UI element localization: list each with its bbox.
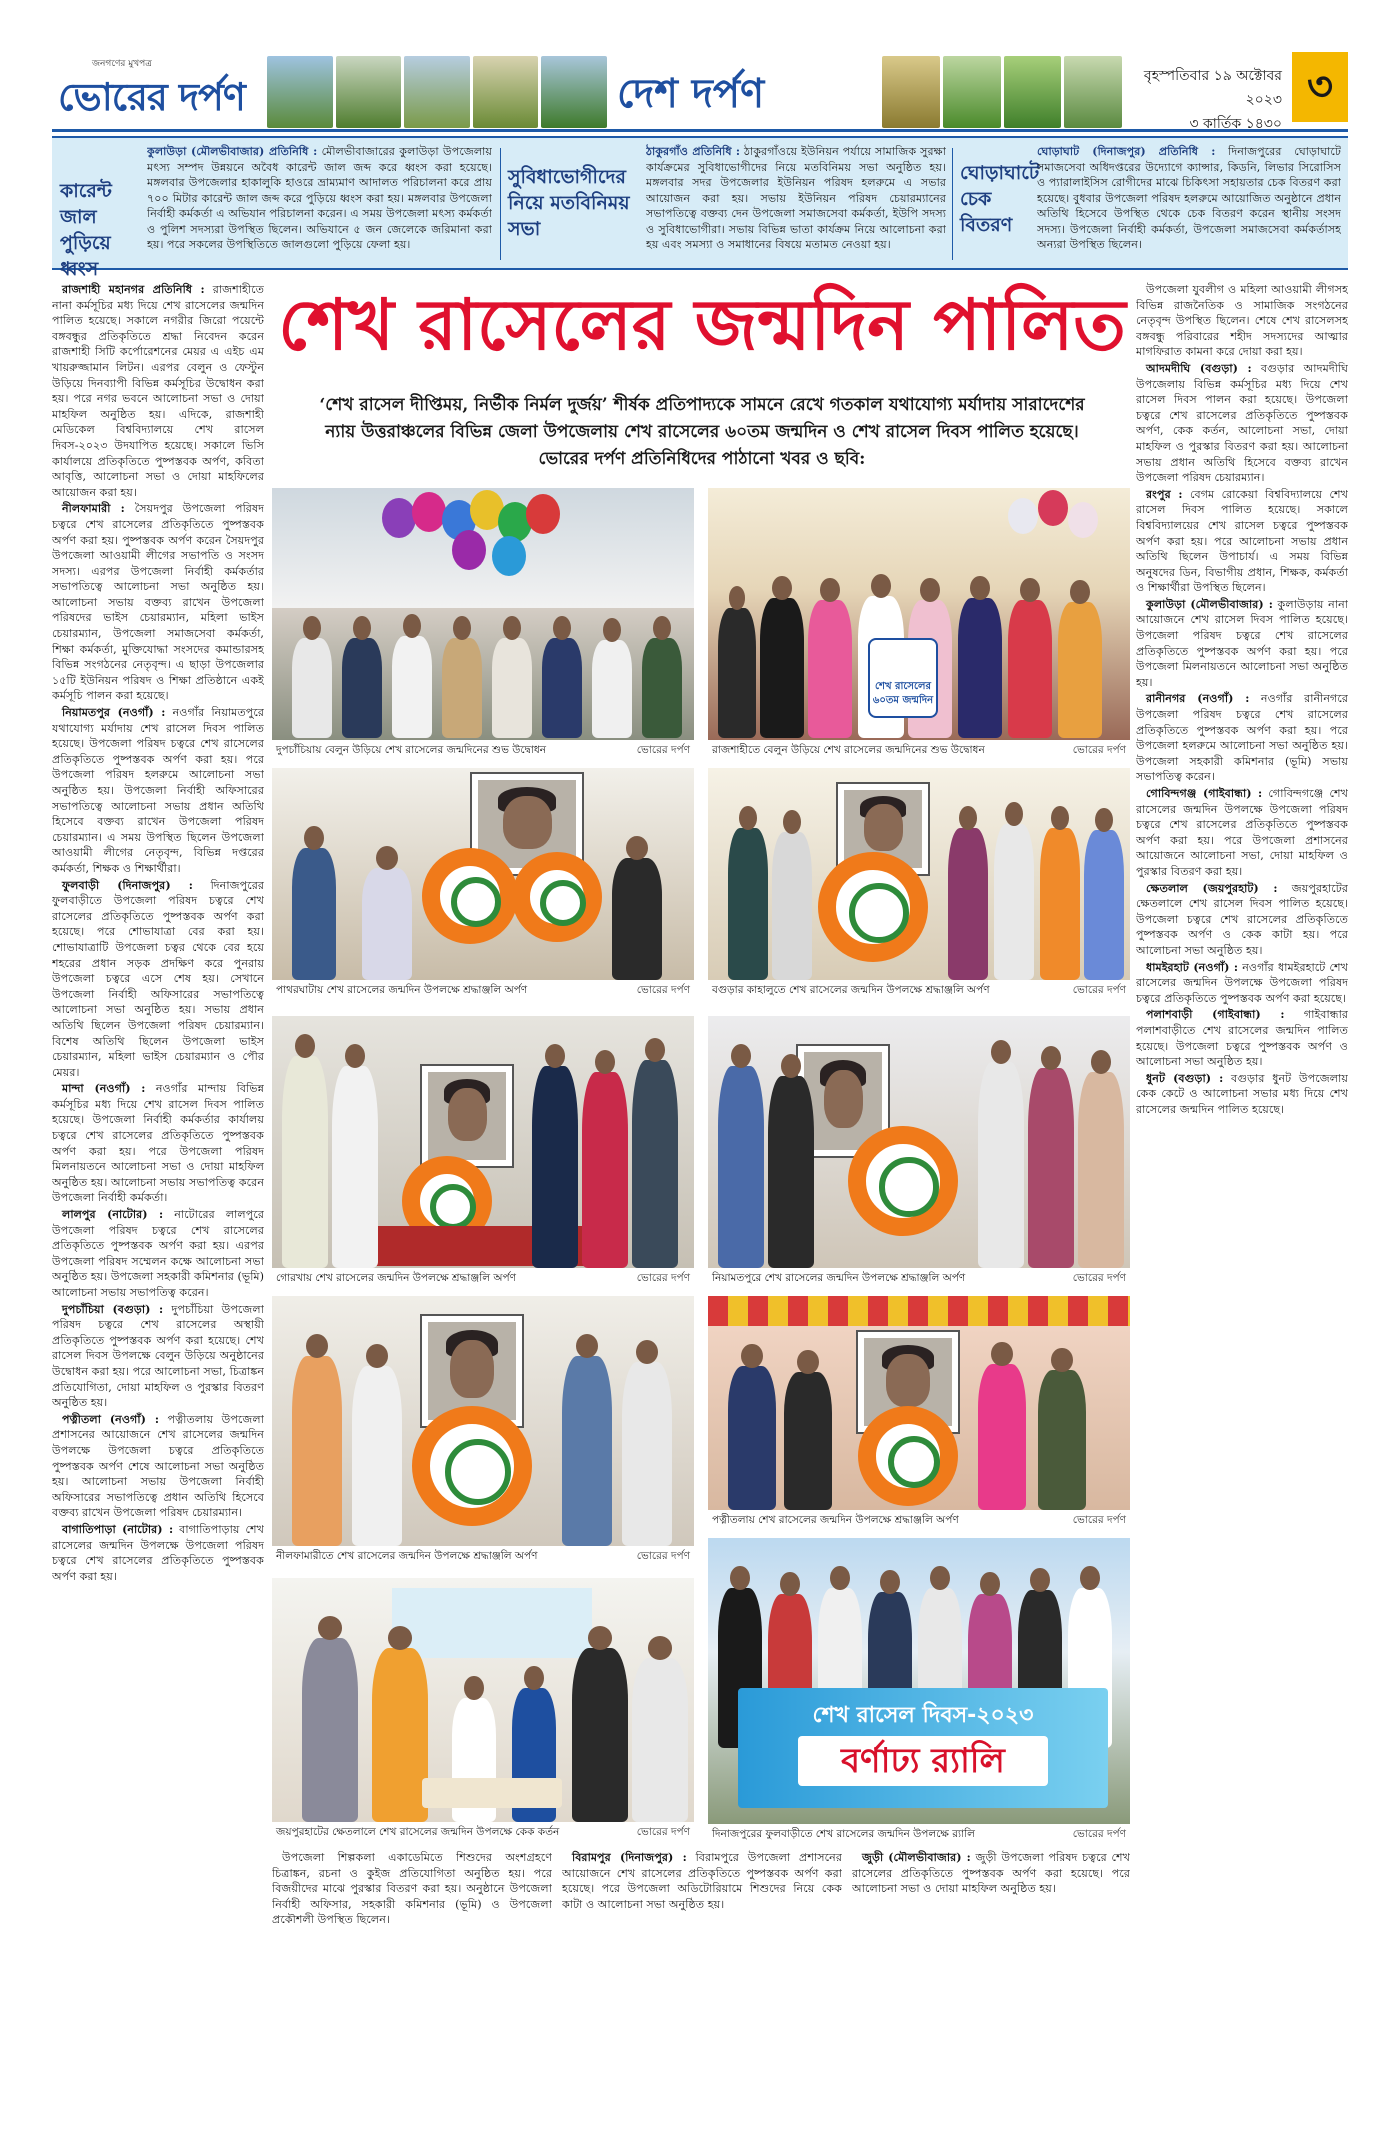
flower-wreath [512, 852, 602, 942]
date-bengali: ৩ কার্তিক ১৪৩০ [1189, 116, 1282, 132]
report-paragraph [1136, 1071, 1348, 1118]
report-text: গোবিন্দগঞ্জে শেখ রাসেলের জন্মদিন উপলক্ষে উপজেলা পরিষদ চত্বরে শেখ রাসেলের প্রতিকৃতিতে পুষ্পস্তবক অর্পণ করা হয়। পরে উপজেলা প্রশাসনের আয়োজনে আলোচনা সভা, দোয়া মাহফিল ও পুরস্কার বিতরণ করা হয়। [1136, 787, 1348, 878]
report-text: উপজেলা শিল্পকলা একাডেমিতে শিশুদের অংশগ্রহণে চিত্রাঙ্কন, রচনা ও কুইজ প্রতিযোগিতা অনুষ্ঠিত হয়। পরে বিজয়ীদের মাঝে পুরস্কার বিতরণ করা হয়। অনুষ্ঠানে উপজেলা নির্বাহী অফিসার, সহকারী কমিশনার (ভূমি) ও উপজেলা প্রকৌশলী উপস্থিত ছিলেন। [272, 1851, 552, 1927]
photo-caption [272, 1268, 694, 1288]
flower-wreath [818, 852, 928, 962]
report-text: বগুড়ার আদমদীঘি উপজেলায় বিভিন্ন কর্মসূচির মধ্য দিয়ে শেখ রাসেল দিবস পালন করা হয়েছে। উপজেলা চত্বরে শেখ রাসেলের প্রতিকৃতিতে পুষ্পস্তবক অর্পণ, কেক কর্তন, আলোচনা সভা, দোয়া মাহফিল ও পুরস্কার বিতরণ করা হয়। আলোচনা সভায় প্রধান অতিথি হিসেবে বক্তব্য রাখেন উপজেলা পরিষদ চেয়ারম্যান। [1136, 361, 1348, 485]
photo-credit: ভোরের দর্পণ [636, 1826, 690, 1838]
photo-image [272, 1016, 694, 1268]
date-gregorian: বৃহস্পতিবার ১৯ অক্টোবর ২০২৩ [1143, 68, 1282, 108]
left-news-column [52, 282, 264, 2102]
brief-article [1037, 144, 1341, 264]
brief-divider [952, 148, 953, 260]
masthead-photo-strip [267, 56, 607, 128]
report-dateline: পত্নীতলা (নওগাঁ) : [62, 1411, 159, 1426]
main-headline[interactable]: শেখ রাসেলের জন্মদিন পালিত [278, 284, 1126, 366]
right-news-column [1136, 282, 1348, 2102]
paper-name: ভোরের দর্পণ [58, 75, 245, 119]
photo-caption [272, 1822, 694, 1842]
report-text: দুপচাঁচিয়া উপজেলা পরিষদ চত্বরে শেখ রাসেলের অস্থায়ী প্রতিকৃতিতে পুষ্পস্তবক অর্পণ করা হয়েছে। শেখ রাসেল দিবস উপলক্ষে বেলুন উড়িয়ে অনুষ্ঠানের উদ্বোধন করা হয়। পরে আলোচনা সভা, চিত্রাঙ্কন প্রতিযোগিতা, দোয়া মাহফিল ও পুরস্কার বিতরণ অনুষ্ঠিত হয়। [52, 1302, 264, 1410]
flower-wreath [412, 1406, 532, 1526]
caption-text: দিনাজপুরের ফুলবাড়ীতে শেখ রাসেলের জন্মদিন উপলক্ষে র‍্যালি [712, 1828, 975, 1840]
photo-caption [708, 980, 1130, 1000]
report-paragraph [52, 282, 264, 500]
report-dateline: বাগাতিপাড়া (নাটোর) : [62, 1521, 174, 1536]
caption-text: দুপচাঁচিয়ায় বেলুন উড়িয়ে শেখ রাসেলের জন্মদিনের শুভ উদ্বোধন [276, 744, 547, 756]
brief-headline[interactable]: ঘোড়াঘাটে চেক বিতরণ [960, 162, 1040, 236]
news-photo[interactable] [272, 1578, 694, 1842]
brief-dateline: ঠাকুরগাঁও প্রতিনিধি : [646, 144, 741, 158]
caption-text: নীলফামারীতে শেখ রাসেলের জন্মদিন উপলক্ষে শ্রদ্ধাঞ্জলি অর্পণ [276, 1550, 538, 1562]
photo-image [272, 1578, 694, 1822]
section-title: দেশ দর্পণ [617, 71, 765, 117]
sub-deck-line: ন্যায় উত্তরাঞ্চলের বিভিন্ন জেলা উপজেলায় শেখ রাসেলের ৬০তম জন্মদিন ও শেখ রাসেল দিবস পালিত হয়েছে। [325, 422, 1079, 442]
photo-credit: ভোরের দর্পণ [1072, 984, 1126, 996]
report-paragraph [1136, 361, 1348, 486]
report-text: উপজেলা যুবলীগ ও মহিলা আওয়ামী লীগসহ বিভিন্ন রাজনৈতিক ও সামাজিক সংগঠনের নেতৃবৃন্দ উপস্থিত ছিলেন। শেষে শেখ রাসেলসহ বঙ্গবন্ধু পরিবারের শহীদ সদস্যদের আত্মার মাগফিরাত কামনা করে দোয়া করা হয়। [1136, 283, 1348, 359]
report-paragraph [52, 878, 264, 1081]
report-paragraph [1136, 960, 1348, 1007]
report-text: জুড়ী উপজেলা পরিষদ চত্বরে শেখ রাসেলের প্রতিকৃতিতে পুষ্পস্তবক অর্পণ করা হয়েছে। পরে আলোচনা সভা ও দোয়া মাহফিল অনুষ্ঠিত হয়। [852, 1851, 1130, 1896]
report-text: নওগাঁর ধামইরহাটে শেখ রাসেলের জন্মদিন উপলক্ষে উপজেলা পরিষদ চত্বরে প্রতিকৃতিতে পুষ্পস্তবক অর্পণ করা হয়েছে। [1136, 960, 1348, 1005]
report-text: পত্নীতলায় উপজেলা প্রশাসনের আয়োজনে শেখ রাসেলের জন্মদিন উপলক্ষে উপজেলা চত্বরে প্রতিকৃতিতে পুষ্পস্তবক অর্পণ শেষে আলোচনা সভা অনুষ্ঠিত হয়। আলোচনা সভায় উপজেলা নির্বাহী অফিসারের সভাপতিত্বে প্রধান অতিথি হিসেবে বক্তব্য রাখেন উপজেলা পরিষদ চেয়ারম্যান। [52, 1412, 264, 1520]
report-dateline: জুড়ী (মৌলভীবাজার) : [862, 1850, 971, 1864]
report-paragraph [1136, 786, 1348, 880]
report-dateline: নিয়ামতপুর (নওগাঁ) : [62, 705, 166, 720]
news-brief-strip [52, 136, 1348, 280]
report-dateline: আদমদীঘি (বগুড়া) : [1146, 360, 1252, 375]
report-text: সৈয়দপুর উপজেলা পরিষদ চত্বরে শেখ রাসেলের প্রতিকৃতিতে পুষ্পস্তবক অর্পণ করা হয়। পুষ্পস্তবক অর্পণ করেন সৈয়দপুর উপজেলা আওয়ামী লীগের সভাপতি ও সংসদ সদস্য। এরপর উপজেলা নির্বাহী কর্মকর্তার সভাপতিত্বে আলোচনা সভা অনুষ্ঠিত হয়। আলোচনা সভায় বক্তব্য রাখেন উপজেলা পরিষদের ভাইস চেয়ারম্যান, মহিলা ভাইস চেয়ারম্যান, উপজেলা সমাজসেবা কর্মকর্তা, শিক্ষা কর্মকর্তা, মুক্তিযোদ্ধা সংসদের কমান্ডারসহ বিভিন্ন সংগঠনের নেতৃবৃন্দ। এ ছাড়া উপজেলার ১৫টি ইউনিয়ন পরিষদ ও শিক্ষা প্রতিষ্ঠানে একই কর্মসূচি পালন করা হয়েছে। [52, 502, 264, 703]
news-photo[interactable] [708, 488, 1130, 760]
paper-tagline: জনগণের মুখপত্র [92, 59, 152, 69]
photo-credit: ভোরের দর্পণ [636, 744, 690, 756]
brief-text: ঠাকুরগাঁওয়ে ইউনিয়ন পর্যায়ে সামাজিক সুরক্ষা কার্যক্রমের সুবিধাভোগীদের নিয়ে মতবিনিময় সভা অনুষ্ঠিত হয়। মঙ্গলবার সদর উপজেলার ইউনিয়ন পরিষদ হলরুমে এ সভার আয়োজন করা হয়। সভায় ইউনিয়ন পরিষদ চেয়ারম্যানের সভাপতিত্বে বক্তব্য দেন উপজেলা সমাজসেবা কর্মকর্তা, ইউপি সদস্য ও সুবিধাভোগীরা। সভায় বিভিন্ন ভাতা কার্যক্রম নিয়ে আলোচনা করা হয় এবং সমস্যা ও সমাধানের বিষয়ে মতামত নেওয়া হয়। [646, 145, 946, 251]
rally-banner-title: শেখ রাসেল দিবস-২০২৩ [812, 1703, 1034, 1728]
masthead-photo-strip-2 [882, 56, 1122, 128]
report-paragraph [52, 1081, 264, 1206]
news-photo[interactable] [708, 1538, 1130, 1844]
report-dateline: ধামইরহাট (নওগাঁ) : [1146, 959, 1239, 974]
photo-caption [708, 740, 1130, 760]
photo-caption [708, 1510, 1130, 1530]
photo-banner: শেখ রাসেলের ৬০তম জন্মদিন [868, 638, 938, 718]
photo-caption [272, 740, 694, 760]
report-paragraph [1136, 282, 1348, 360]
sub-deck-line: ভোরের দর্পণ প্রতিনিধিদের পাঠানো খবর ও ছবি: [538, 449, 866, 469]
brief-article [646, 144, 946, 264]
report-text: বাগাতিপাড়ায় শেখ রাসেলের জন্মদিন উপলক্ষে উপজেলা পরিষদ চত্বরে শেখ রাসেলের প্রতিকৃতিতে পুষ্পস্তবক অর্পণ করা হয়। [52, 1522, 264, 1583]
caption-text: গোরখায় শেখ রাসেলের জন্মদিন উপলক্ষে শ্রদ্ধাঞ্জলি অর্পণ [276, 1272, 517, 1284]
issue-date [1132, 64, 1282, 136]
report-paragraph [52, 501, 264, 704]
news-photo[interactable] [272, 1296, 694, 1566]
report-dateline: লালপুর (নাটোর) : [62, 1207, 164, 1222]
report-paragraph [1136, 881, 1348, 959]
report-paragraph [852, 1850, 1130, 1897]
report-dateline: রানীনগর (নওগাঁ) : [1146, 691, 1250, 706]
photo-image [708, 1296, 1130, 1510]
report-paragraph [272, 1850, 552, 1928]
caption-text: বগুড়ার কাহালুতে শেখ রাসেলের জন্মদিন উপলক্ষে শ্রদ্ধাঞ্জলি অর্পণ [712, 984, 990, 996]
masthead [52, 52, 1348, 132]
news-photo[interactable] [272, 1016, 694, 1288]
photo-image [708, 1538, 1130, 1824]
photo-image [708, 768, 1130, 980]
caption-text: রাজশাহীতে বেলুন উড়িয়ে শেখ রাসেলের জন্মদিনের শুভ উদ্বোধন [712, 744, 985, 756]
news-photo[interactable] [272, 488, 694, 760]
photo-caption [708, 1824, 1130, 1844]
photo-caption [708, 1268, 1130, 1288]
brief-text: দিনাজপুরের ঘোড়াঘাটে সমাজসেবা অধিদপ্তরের উদ্যোগে ক্যান্সার, কিডনি, লিভার সিরোসিস ও প্যারালাইসিস রোগীদের মাঝে চিকিৎসা সহায়তার চেক বিতরণ করা হয়েছে। বুধবার উপজেলা পরিষদ হলরুমে আয়োজিত অনুষ্ঠানে প্রধান অতিথি হিসেবে উপস্থিত থেকে চেক বিতরণ করেন স্থানীয় সংসদ সদস্য। উপজেলা নির্বাহী কর্মকর্তা, উপজেলা সমাজসেবা কর্মকর্তাসহ অন্যরা উপস্থিত ছিলেন। [1037, 145, 1341, 251]
photo-credit: ভোরের দর্পণ [636, 984, 690, 996]
report-dateline: ফুলবাড়ী (দিনাজপুর) : [62, 877, 193, 892]
report-paragraph [52, 1207, 264, 1301]
photo-credit: ভোরের দর্পণ [1072, 744, 1126, 756]
report-text: গাইবান্ধার পলাশবাড়ীতে শেখ রাসেলের জন্মদিন পালিত হয়েছে। উপজেলা চত্বরে পুষ্পস্তবক অর্পণ ও আলোচনা সভা অনুষ্ঠিত হয়। [1136, 1008, 1348, 1069]
photo-caption [272, 1546, 694, 1566]
report-text: বেগম রোকেয়া বিশ্ববিদ্যালয়ে শেখ রাসেল দিবস পালিত হয়েছে। সকালে বিশ্ববিদ্যালয়ের শেখ রাসেল চত্বরে পুষ্পস্তবক অর্পণ করা হয়। পরে আলোচনা সভায় প্রধান অতিথি ছিলেন উপাচার্য। এ সময় বিভিন্ন অনুষদের ডিন, বিভাগীয় প্রধান, শিক্ষক, কর্মকর্তা ও শিক্ষার্থীরা উপস্থিত ছিলেন। [1136, 487, 1348, 595]
report-dateline: কুলাউড়া (মৌলভীবাজার) : [1146, 596, 1273, 611]
bottom-news-column [272, 1850, 552, 2100]
report-dateline: বিরামপুর (দিনাজপুর) : [572, 1850, 687, 1864]
page-number: ৩ [1292, 52, 1348, 122]
report-paragraph [52, 705, 264, 877]
report-text: রাজশাহীতে নানা কর্মসূচির মধ্য দিয়ে শেখ রাসেলের জন্মদিন পালিত হয়েছে। সকালে নগরীর জিরো পয়েন্টে বঙ্গবন্ধুর প্রতিকৃতিতে শ্রদ্ধা নিবেদন করেন রাজশাহী সিটি কর্পোরেশনের মেয়র এ এইচ এম খায়রুজ্জামান লিটন। এরপর বেলুন ও ফেস্টুন উড়িয়ে দিনব্যাপী বিভিন্ন কর্মসূচির উদ্বোধন করা হয়। পরে নগর ভবনে আলোচনা সভা ও দোয়া মাহফিল অনুষ্ঠিত হয়। এদিকে, রাজশাহী মেডিকেল বিশ্ববিদ্যালয়ে শেখ রাসেল দিবস-২০২৩ উদযাপিত হয়েছে। সকালে ভিসি কার্যালয়ে প্রতিকৃতিতে পুষ্পস্তবক অর্পণ, কবিতা আবৃত্তি, আলোচনা সভা ও দোয়া মাহফিলের আয়োজন করা হয়। [52, 283, 264, 499]
report-paragraph [1136, 487, 1348, 596]
brief-body [147, 144, 492, 253]
report-text: নওগাঁর রানীনগরে উপজেলা পরিষদ চত্বরে শেখ রাসেলের প্রতিকৃতিতে পুষ্পস্তবক অর্পণ করা হয়। পরে উপজেলা হলরুমে আলোচনা সভা অনুষ্ঠিত হয়। উপজেলা সহকারী কমিশনার (ভূমি) সভায় সভাপতিত্ব করেন। [1136, 692, 1348, 784]
report-text: বিরামপুরে উপজেলা প্রশাসনের আয়োজনে শেখ রাসেলের প্রতিকৃতিতে পুষ্পস্তবক অর্পণ করা হয়েছে। পরে উপজেলা অডিটোরিয়ামে শিশুদের নিয়ে কেক কাটা ও আলোচনা সভা অনুষ্ঠিত হয়। [562, 1851, 842, 1911]
photo-image [272, 488, 694, 740]
brief-body [1037, 144, 1341, 253]
report-paragraph [1136, 597, 1348, 691]
photo-image [708, 1016, 1130, 1268]
photo-image [708, 488, 1130, 740]
report-dateline: দুপচাঁচিয়া (বগুড়া) : [62, 1301, 164, 1316]
report-dateline: ক্ষেতলাল (জয়পুরহাট) : [1146, 880, 1278, 895]
caption-text: পত্নীতলায় শেখ রাসেলের জন্মদিন উপলক্ষে শ্রদ্ধাঞ্জলি অর্পণ [712, 1514, 959, 1526]
flower-wreath [858, 1406, 958, 1506]
photo-caption [272, 980, 694, 1000]
flower-wreath [422, 848, 518, 944]
brief-headline[interactable]: কারেন্ট জাল পুড়িয়ে ধ্বংস [60, 180, 112, 280]
photo-image [272, 1296, 694, 1546]
brief-divider [500, 148, 501, 260]
report-text: নাটোরের লালপুরে উপজেলা পরিষদ চত্বরে শেখ রাসেলের প্রতিকৃতিতে পুষ্পস্তবক অর্পণ করা হয়। এরপর উপজেলা পরিষদ সম্মেলন কক্ষে আলোচনা সভা অনুষ্ঠিত হয়। উপজেলা সহকারী কমিশনার (ভূমি) আলোচনা সভায় সভাপতিত্ব করেন। [52, 1208, 264, 1299]
bottom-news-column [562, 1850, 842, 2100]
report-paragraph [52, 1302, 264, 1411]
report-dateline: ধুনট (বগুড়া) : [1146, 1070, 1224, 1085]
rally-banner-subtitle: বর্ণাঢ্য র‍্যালি [798, 1736, 1048, 1786]
news-photo[interactable] [272, 768, 694, 1000]
photo-credit: ভোরের দর্পণ [1072, 1514, 1126, 1526]
caption-text: পাথরঘাটায় শেখ রাসেলের জন্মদিন উপলক্ষে শ্রদ্ধাঞ্জলি অর্পণ [276, 984, 528, 996]
brief-body [646, 144, 946, 253]
sub-deck-line: ‘শেখ রাসেল দীপ্তিময়, নির্ভীক নির্মল দুর্জয়’ শীর্ষক প্রতিপাদ্যকে সামনে রেখে গতকাল যথাযোগ্য মর্যাদায় সারাদেশের [319, 395, 1085, 415]
report-text: বগুড়ার ধুনট উপজেলায় কেক কেটে ও আলোচনা সভার মধ্য দিয়ে শেখ রাসেলের জন্মদিন পালিত হয়েছে। [1136, 1071, 1348, 1116]
brief-headline[interactable]: সুবিধাভোগীদের নিয়ে মতবিনিময় সভা [508, 166, 630, 240]
brief-article [147, 144, 492, 264]
brief-text: মৌলভীবাজারের কুলাউড়া উপজেলায় মৎস্য সম্পদ উন্নয়নে অবৈধ কারেন্ট জাল জব্দ করে ধ্বংস করা হয়েছে। মঙ্গলবার উপজেলার হাকালুকি হাওরে ভ্রাম্যমাণ আদালত পরিচালনা করে প্রায় ৭০০ মিটার কারেন্ট জাল জব্দ করে পুড়িয়ে ধ্বংস করা হয়। মঙ্গলবার উপজেলা নির্বাহী কর্মকর্তা এ অভিযান পরিচালনা করেন। এ সময় উপজেলা মৎস্য কর্মকর্তা ও পুলিশ সদস্যরা উপস্থিত ছিলেন। অভিযানে ৫ জন জেলেকে জরিমানা করা হয়। পরে সকলের উপস্থিতিতে জালগুলো পুড়িয়ে ফেলা হয়। [147, 145, 492, 251]
report-dateline: মান্দা (নওগাঁ) : [62, 1081, 146, 1096]
news-photo[interactable] [708, 1296, 1130, 1530]
caption-text: জয়পুরহাটের ক্ষেতলালে শেখ রাসেলের জন্মদিন উপলক্ষে কেক কর্তন [276, 1826, 560, 1838]
report-paragraph [562, 1850, 842, 1912]
photo-credit: ভোরের দর্পণ [1072, 1272, 1126, 1284]
report-paragraph [52, 1412, 264, 1521]
report-paragraph [52, 1522, 264, 1584]
report-text: দিনাজপুরের ফুলবাড়ীতে উপজেলা পরিষদ চত্বরে শেখ রাসেলের প্রতিকৃতিতে পুষ্পস্তবক অর্পণ করা হয়েছে। পরে শোভাযাত্রা বের করা হয়। শোভাযাত্রাটি উপজেলা চত্বর থেকে বের হয়ে শহরের প্রধান সড়ক প্রদক্ষিণ করে পুনরায় উপজেলা চত্বরে এসে শেষ হয়। সেখানে উপজেলা নির্বাহী অফিসারের সভাপতিত্বে আলোচনা সভা অনুষ্ঠিত হয়। সভায় প্রধান অতিথি ছিলেন উপজেলা পরিষদ চেয়ারম্যান। বিশেষ অতিথি ছিলেন উপজেলা ভাইস চেয়ারম্যান, মহিলা ভাইস চেয়ারম্যান ও পৌর মেয়র। [52, 878, 264, 1079]
flower-wreath [848, 1126, 958, 1236]
report-dateline: রাজশাহী মহানগর প্রতিনিধি : [62, 282, 205, 296]
news-photo[interactable] [708, 768, 1130, 1000]
sub-deck [272, 392, 1132, 473]
brief-dateline: কুলাউড়া (মৌলভীবাজার) প্রতিনিধি : [147, 144, 318, 158]
photo-credit: ভোরের দর্পণ [636, 1272, 690, 1284]
report-dateline: নীলফামারী : [62, 501, 125, 516]
report-text: জয়পুরহাটের ক্ষেতলালে শেখ রাসেল দিবস পালিত হয়েছে। উপজেলা চত্বরে শেখ রাসেলের প্রতিকৃতিতে পুষ্পস্তবক অর্পণ ও কেক কাটা হয়। পরে আলোচনা সভা অনুষ্ঠিত হয়। [1136, 881, 1348, 957]
rally-banner [738, 1688, 1108, 1808]
report-paragraph [1136, 1007, 1348, 1069]
report-text: কুলাউড়ায় নানা আয়োজনে শেখ রাসেল দিবস পালিত হয়েছে। উপজেলা পরিষদ চত্বরে শেখ রাসেলের প্রতিকৃতিতে পুষ্পস্তবক অর্পণ করা হয়। পরে উপজেলা মিলনায়তনে আলোচনা সভা অনুষ্ঠিত হয়। [1136, 597, 1348, 689]
brief-dateline: ঘোড়াঘাট (দিনাজপুর) প্রতিনিধি : [1037, 144, 1216, 158]
photo-credit: ভোরের দর্পণ [1072, 1828, 1126, 1840]
photo-image [272, 768, 694, 980]
report-dateline: রংপুর : [1146, 486, 1183, 501]
report-dateline: গোবিন্দগঞ্জ (গাইবান্ধা) : [1146, 786, 1263, 800]
report-text: নওগাঁর মান্দায় বিভিন্ন কর্মসূচির মধ্য দিয়ে শেখ রাসেল দিবস পালিত হয়েছে। উপজেলা নির্বাহী কর্মকর্তার কার্যালয় চত্বরে শেখ রাসেলের প্রতিকৃতিতে পুষ্পস্তবক অর্পণ করা হয়। পরে উপজেলা পরিষদ মিলনায়তনে আলোচনা সভা ও দোয়া মাহফিল অনুষ্ঠিত হয়। আলোচনা সভায় সভাপতিত্ব করেন উপজেলা নির্বাহী কর্মকর্তা। [52, 1082, 264, 1205]
bottom-news-column [852, 1850, 1130, 2100]
news-photo[interactable] [708, 1016, 1130, 1288]
report-text: নওগাঁর নিয়ামতপুরে যথাযোগ্য মর্যাদায় শেখ রাসেল দিবস পালিত হয়েছে। উপজেলা পরিষদ চত্বরে শেখ রাসেলের প্রতিকৃতিতে পুষ্পস্তবক অর্পণ করা হয়। পরে উপজেলা পরিষদ হলরুমে আলোচনা সভা অনুষ্ঠিত হয়। উপজেলা নির্বাহী অফিসারের সভাপতিত্বে আলোচনা সভায় প্রধান অতিথি হিসেবে বক্তব্য রাখেন উপজেলা পরিষদ চেয়ারম্যান। এ সময় উপস্থিত ছিলেন উপজেলা আওয়ামী লীগের নেতৃবৃন্দ, বিভিন্ন দপ্তরের কর্মকর্তা, শিক্ষক ও শিক্ষার্থীরা। [52, 706, 264, 875]
paper-logo[interactable] [52, 52, 262, 132]
caption-text: নিয়ামতপুরে শেখ রাসেলের জন্মদিন উপলক্ষে শ্রদ্ধাঞ্জলি অর্পণ [712, 1272, 966, 1284]
report-paragraph [1136, 691, 1348, 785]
portrait [422, 1066, 512, 1166]
report-dateline: পলাশবাড়ী (গাইবান্ধা) : [1146, 1007, 1285, 1022]
photo-credit: ভোরের দর্পণ [636, 1550, 690, 1562]
